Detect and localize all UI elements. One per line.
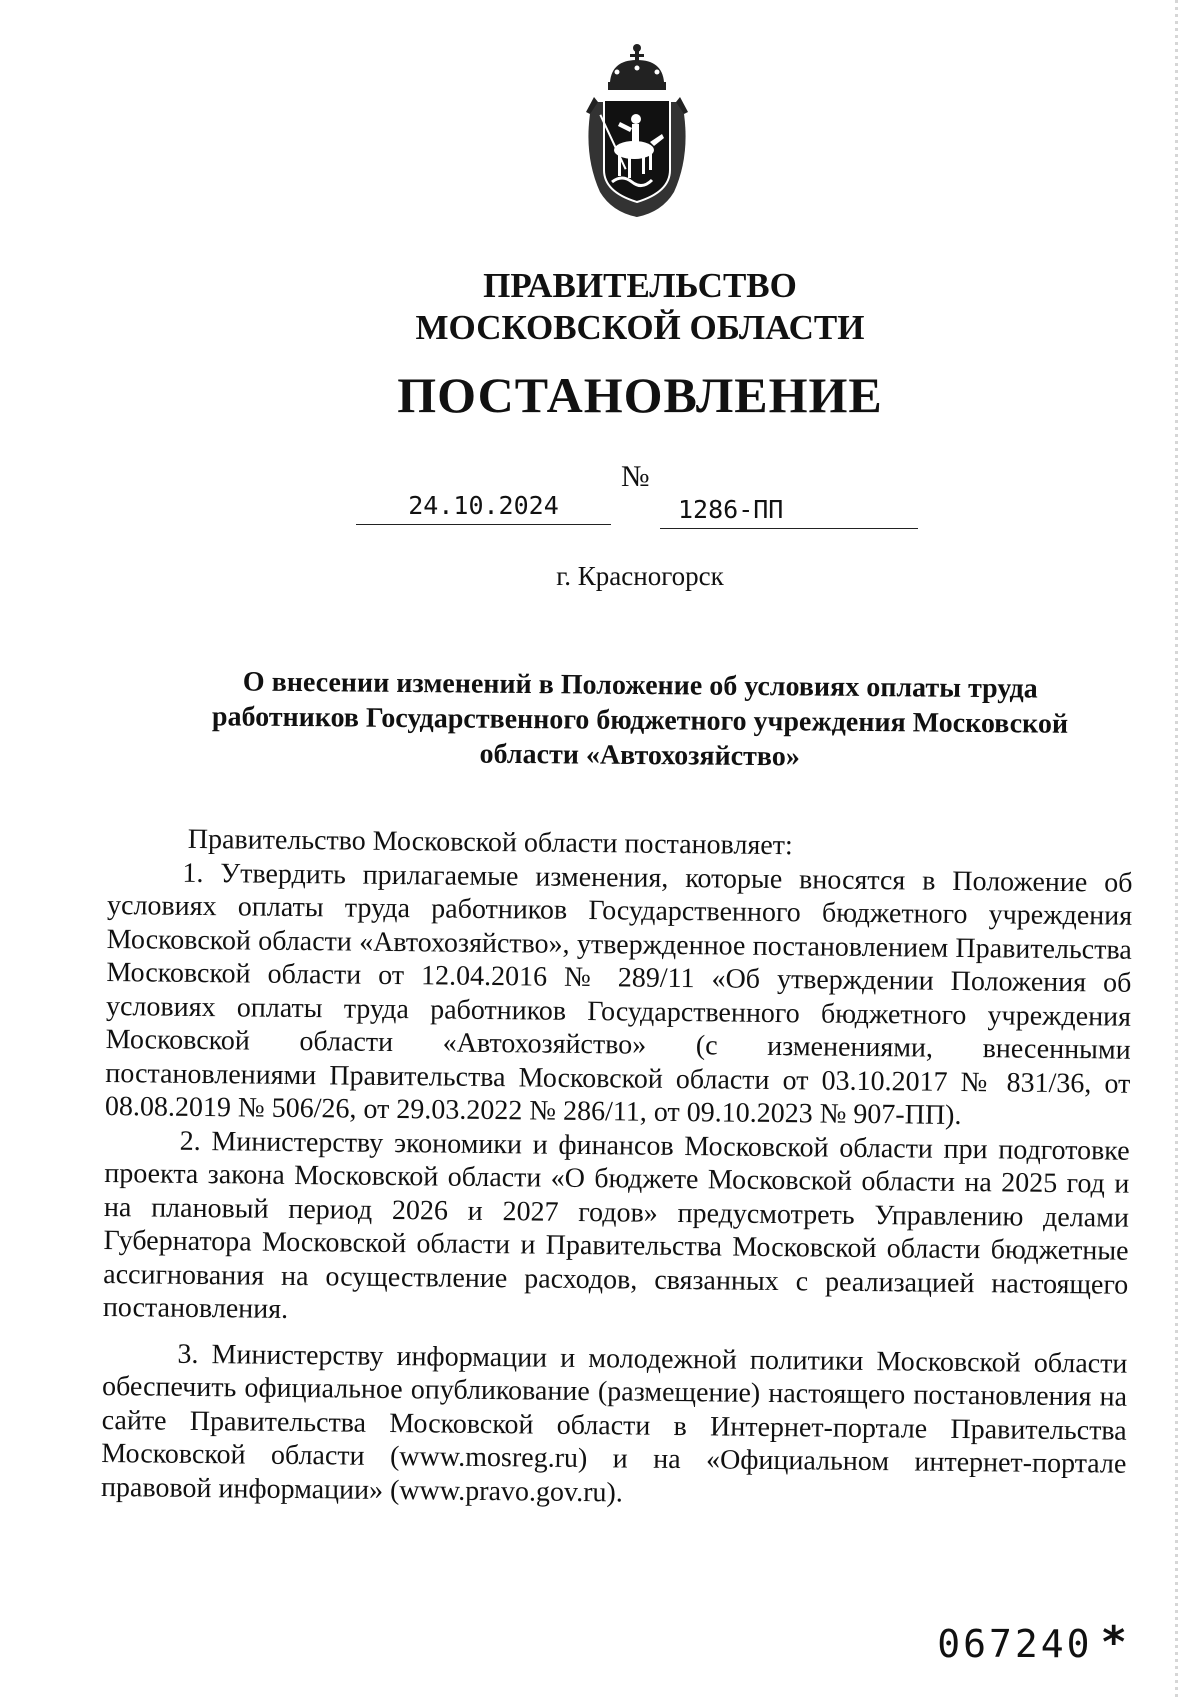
document-body: [101, 822, 1133, 1515]
serial-star-mark: *: [1100, 1617, 1130, 1668]
document-subject: [170, 664, 1111, 777]
form-serial-number: [937, 1617, 1130, 1668]
government-title-line2: МОСКОВСКОЙ ОБЛАСТИ: [415, 308, 865, 347]
body-intro: Правительство Московской области постановляет:: [187, 823, 793, 862]
subject-line1: О внесении изменений в Положение об условиях оплаты труда: [242, 666, 1038, 705]
subject-line3: области «Автохозяйство»: [479, 738, 800, 773]
scan-edge-perforation: [1175, 0, 1178, 1697]
body-item-1: 1. Утвердить прилагаемые изменения, которые вносятся в Положение об условиях оплаты труда работников Государственного бюджетного учреждения Московской области «Автохозяйство», утвержденное постановлением Правительства Московской области от 12.04.2016 № 289/11 «Об утверждении Положения об условиях оплаты труда работников Государственного бюджетного учреждения Московской области «Автохозяйство» (с изменениями, внесенными постановлениями Правительства Московской области от 03.10.2017 № 831/36, от 08.08.2019 № 506/26, от 29.03.2022 № 286/11, от 09.10.2023 № 907-ПП).: [104, 857, 1133, 1131]
subject-line2: работников Государственного бюджетного учреждения Московской: [211, 701, 1069, 740]
document-type-title: ПОСТАНОВЛЕНИЕ: [397, 367, 883, 423]
government-title-line1: ПРАВИТЕЛЬСТВО: [483, 266, 797, 305]
number-sign: №: [621, 460, 650, 493]
document-number: 1286-ПП: [660, 495, 918, 529]
government-title: [300, 265, 980, 349]
city-of-issue: г. Красногорск: [556, 561, 724, 591]
document-date: 24.10.2024: [356, 491, 611, 525]
serial-number-text: 067240: [937, 1622, 1093, 1666]
coat-of-arms-emblem: [572, 42, 702, 222]
body-item-2: 2. Министерству экономики и финансов Московской области при подготовке проекта закона Московской области «О бюджете Московской области на 2025 год и на плановый период 2026 и 2027 годов» предусмотреть Управлению делами Губернатора Московской области и Правительства Московской области бюджетные ассигнования на осуществление расходов, связанных с реализацией настоящего постановления.: [102, 1125, 1130, 1325]
body-item-3: 3. Министерству информации и молодежной политики Московской области обеспечить официальное опубликование (размещение) настоящего постановления на сайте Правительства Московской области в Интернет-портале Правительства Московской области (www.mosreg.ru) и на «Официальном интернет-портале правовой информации» (www.pravo.gov.ru).: [100, 1338, 1128, 1508]
